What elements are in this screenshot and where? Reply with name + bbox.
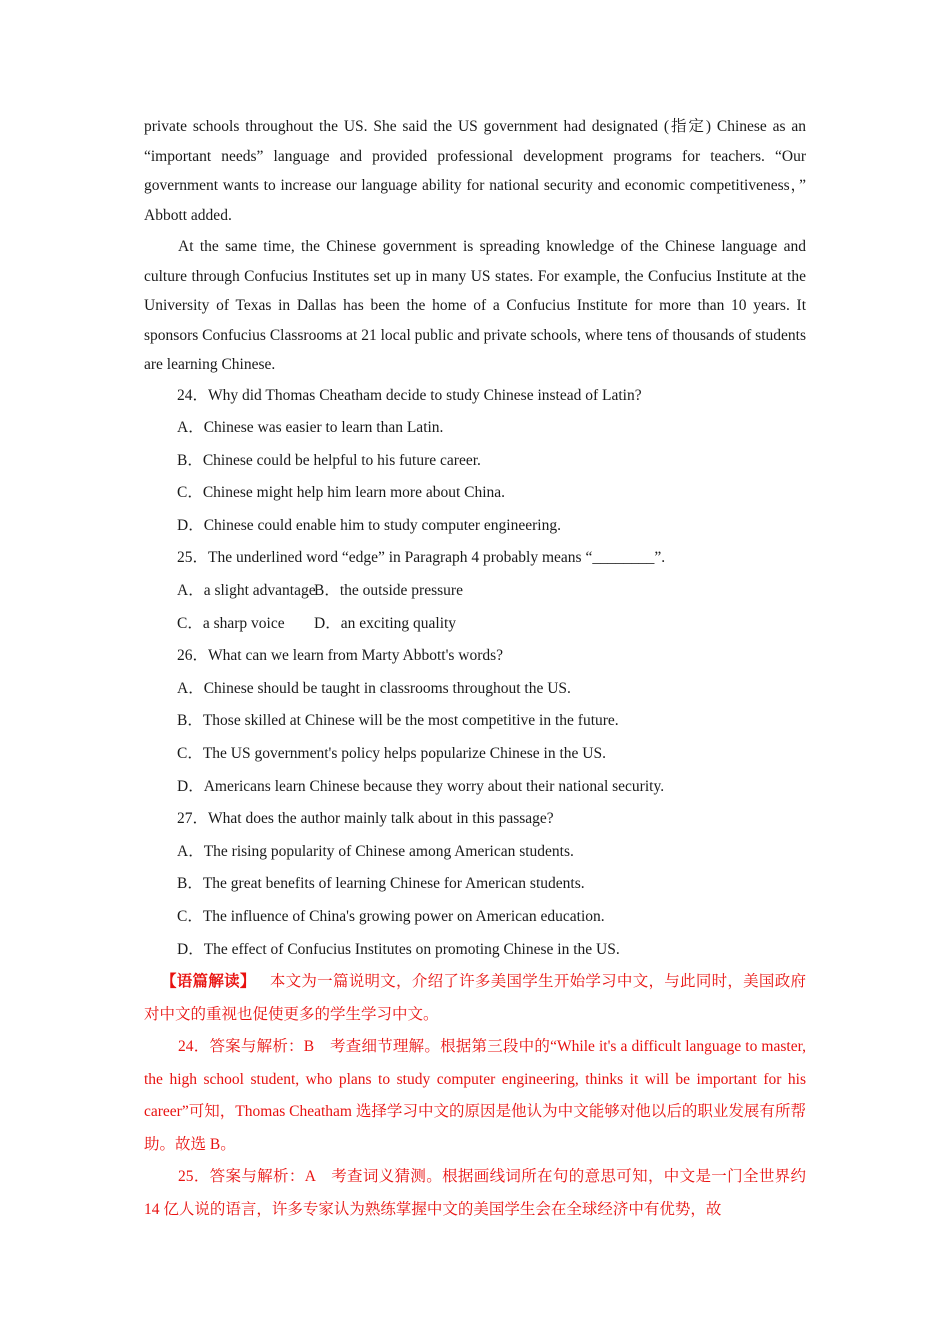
option-d: D．an exciting quality: [314, 614, 457, 632]
document-page: [144, 112, 806, 1226]
question-stem: 26．What can we learn from Marty Abbott's words?: [177, 647, 504, 665]
question-24: [144, 380, 806, 543]
option-a: A．Chinese should be taught in classrooms throughout the US.: [177, 679, 571, 697]
passage-paragraph: private schools throughout the US. She said the US government had designated (指定) Chinese as an “important needs” language and provided professional development programs for teachers. “Our government wants to increase our language ability for national security and economic competitiveness，” Abbott added.: [144, 118, 806, 224]
option-d: D．Americans learn Chinese because they worry about their national security.: [177, 777, 665, 795]
option-c: C．The US government's policy helps popularize Chinese in the US.: [177, 745, 606, 763]
option-a: A．Chinese was easier to learn than Latin.: [177, 419, 444, 437]
option-a: A．The rising popularity of Chinese among American students.: [177, 842, 574, 860]
question-stem: 25．The underlined word “edge” in Paragraph 4 probably means “________”.: [177, 549, 666, 567]
analysis-section: [144, 966, 806, 1226]
passage-summary: [144, 966, 806, 1031]
option-c: C．a sharp voice: [177, 614, 285, 632]
option-d: D．Chinese could enable him to study computer engineering.: [177, 516, 561, 534]
answer-25-explanation: 25．答案与解析：A 考查词义猜测。根据画线词所在句的意思可知，中文是一门全世界约 14 亿人说的语言，许多专家认为熟练掌握中文的美国学生会在全球经济中有优势，故: [144, 1168, 806, 1218]
option-a: A．a slight advantage: [177, 582, 316, 600]
summary-text: 本文为一篇说明文，介绍了许多美国学生开始学习中文，与此同时，美国政府对中文的重视也促使更多的学生学习中文。: [144, 973, 806, 1023]
question-stem: 27．What does the author mainly talk about in this passage?: [177, 810, 554, 828]
question-stem: 24．Why did Thomas Cheatham decide to study Chinese instead of Latin?: [177, 386, 642, 404]
question-25: [144, 542, 806, 640]
answer-24-explanation: 24．答案与解析：B 考查细节理解。根据第三段中的“While it's a difficult language to master, the high school student, who plans to study computer engineering, thinks it will be important for his career”可知，Thomas Cheatham 选择学习中文的原因是他认为中文能够对他以后的职业发展有所帮助。故选 B。: [144, 1038, 806, 1153]
summary-heading: 【语篇解读】: [161, 973, 256, 991]
passage-paragraph: At the same time, the Chinese government is spreading knowledge of the Chinese language and culture through Confucius Institutes set up in many US states. For example, the Confucius Institute at the University of Texas in Dallas has been the home of a Confucius Institute for more than 10 years. It sponsors Confucius Classrooms at 21 local public and private schools, where tens of thousands of students are learning Chinese.: [144, 238, 806, 373]
option-b: B．the outside pressure: [314, 582, 463, 600]
question-27: [144, 803, 806, 966]
option-row: [144, 608, 806, 641]
option-b: B．Chinese could be helpful to his future career.: [177, 451, 481, 469]
option-d: D．The effect of Confucius Institutes on promoting Chinese in the US.: [177, 940, 620, 958]
option-b: B．The great benefits of learning Chinese for American students.: [177, 875, 585, 893]
question-26: [144, 640, 806, 803]
option-c: C．Chinese might help him learn more about China.: [177, 484, 506, 502]
option-c: C．The influence of China's growing power on American education.: [177, 908, 605, 925]
option-b: B．Those skilled at Chinese will be the most competitive in the future.: [177, 712, 619, 730]
option-row: [144, 575, 806, 608]
